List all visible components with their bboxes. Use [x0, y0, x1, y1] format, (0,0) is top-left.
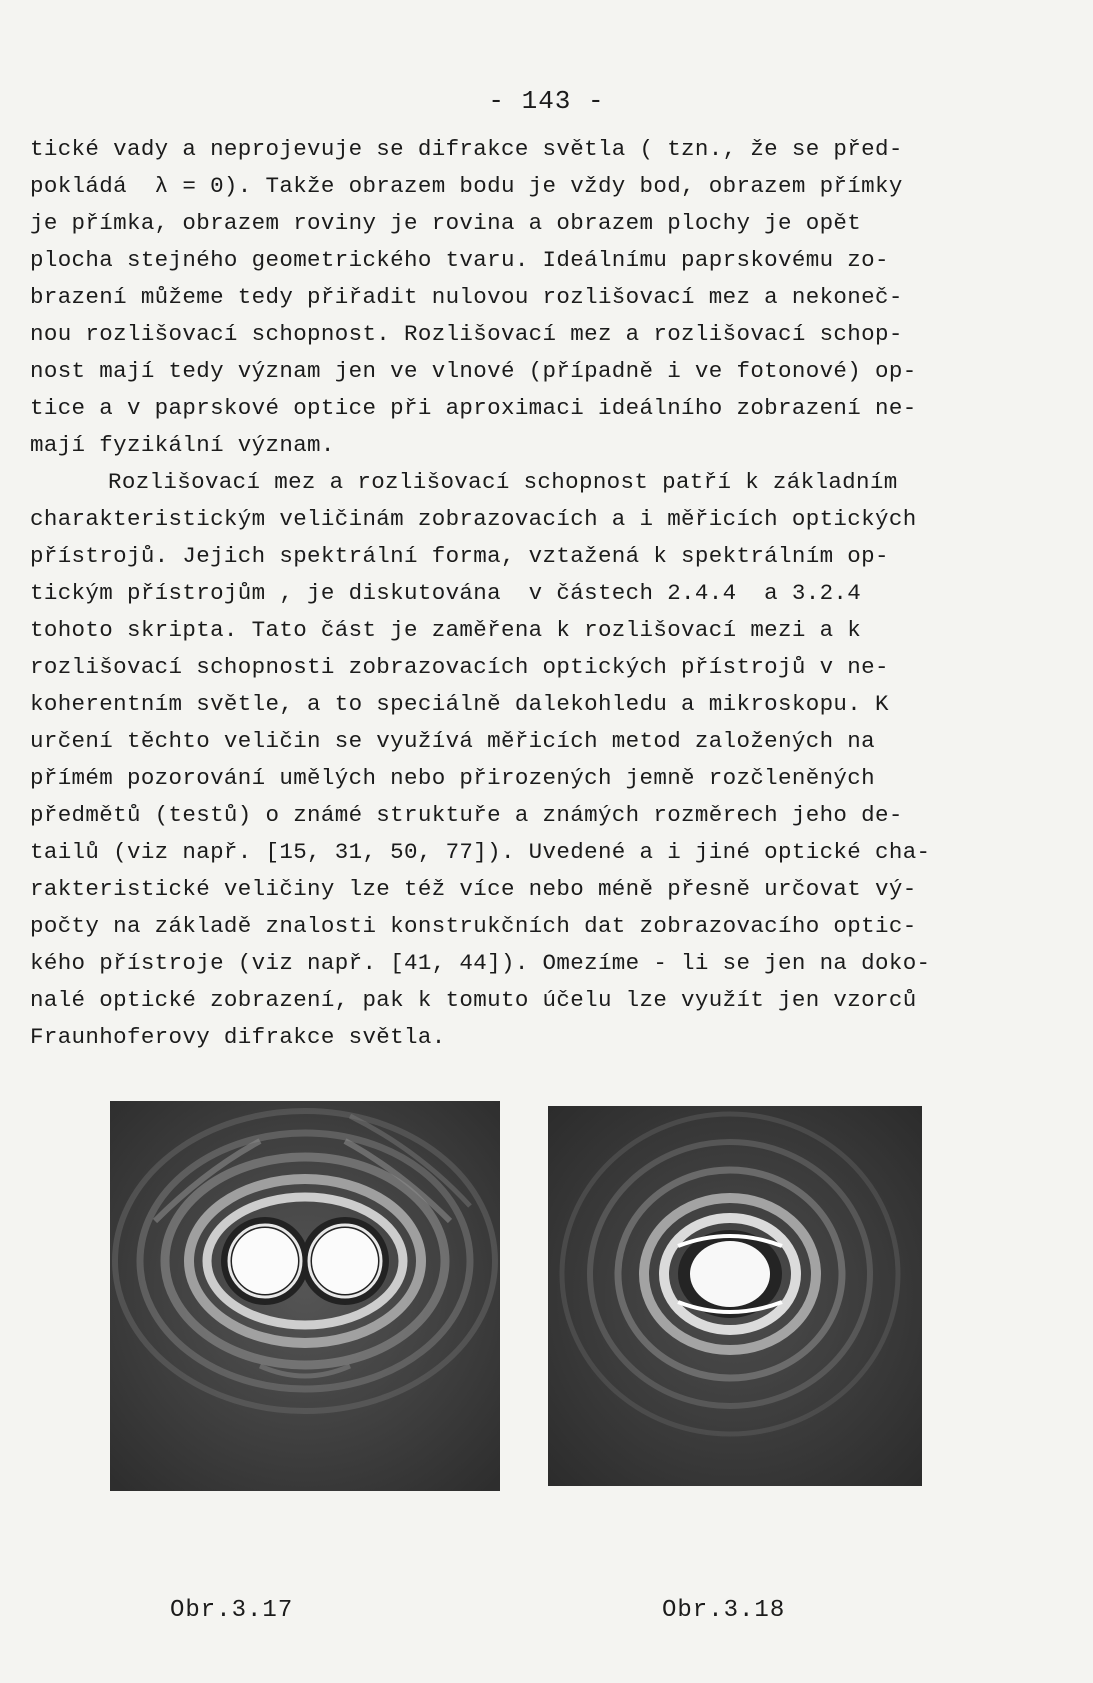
text-line: charakteristickým veličinám zobrazovacích a i měřicích optických [30, 506, 917, 532]
text-line: nalé optické zobrazení, pak k tomuto účelu lze využít jen vzorců [30, 987, 917, 1013]
text-line: tice a v paprskové optice při aproximaci ideálního zobrazení ne- [30, 395, 917, 421]
text-line: pokládá λ = 0). Takže obrazem bodu je vždy bod, obrazem přímky [30, 173, 903, 199]
text-line: tickým přístrojům , je diskutována v částech 2.4.4 a 3.2.4 [30, 580, 862, 606]
text-line: nost mají tedy význam jen ve vlnové (případně i ve fotonové) op- [30, 358, 917, 384]
figure-single-ring-diffraction-photo [548, 1106, 922, 1486]
text-line: předmětů (testů) o známé struktuře a známých rozměrech jeho de- [30, 802, 903, 828]
text-line: koherentním světle, a to speciálně dalekohledu a mikroskopu. K [30, 691, 889, 717]
text-line: nou rozlišovací schopnost. Rozlišovací mez a rozlišovací schop- [30, 321, 903, 347]
text-line: mají fyzikální význam. [30, 432, 335, 458]
text-line: určení těchto veličin se využívá měřicích metod založených na [30, 728, 875, 754]
text-line: tohoto skripta. Tato část je zaměřena k rozlišovací mezi a k [30, 617, 862, 643]
text-line: počty na základě znalosti konstrukčních dat zobrazovacího optic- [30, 913, 917, 939]
text-line: přístrojů. Jejich spektrální forma, vztažená k spektrálním op- [30, 543, 889, 569]
text-line: plocha stejného geometrického tvaru. Ideálnímu paprskovému zo- [30, 247, 889, 273]
text-line: rozlišovací schopnosti zobrazovacích optických přístrojů v ne- [30, 654, 889, 680]
text-line: rakteristické veličiny lze též více nebo méně přesně určovat vý- [30, 876, 917, 902]
two-airy-disks-image [110, 1101, 500, 1491]
figure-two-point-diffraction-photo [110, 1101, 500, 1491]
text-line: Fraunhoferovy difrakce světla. [30, 1024, 446, 1050]
figure-caption-3-18: Obr.3.18 [662, 1597, 786, 1624]
text-line: tailů (viz např. [15, 31, 50, 77]). Uvedené a i jiné optické cha- [30, 839, 931, 865]
single-ring-diffraction-image [548, 1106, 922, 1486]
text-line: tické vady a neprojevuje se difrakce světla ( tzn., že se před- [30, 136, 903, 162]
text-line: je přímka, obrazem roviny je rovina a obrazem plochy je opět [30, 210, 862, 236]
figure-caption-3-17: Obr.3.17 [170, 1597, 294, 1624]
text-line: Rozlišovací mez a rozlišovací schopnost patří k základním [108, 469, 898, 495]
text-line: brazení můžeme tedy přiřadit nulovou rozlišovací mez a nekoneč- [30, 284, 903, 310]
text-line: přímém pozorování umělých nebo přirozených jemně rozčleněných [30, 765, 875, 791]
page-number: - 143 - [488, 86, 605, 116]
body-text [30, 131, 1050, 1056]
text-line: kého přístroje (viz např. [41, 44]). Omezíme - li se jen na doko- [30, 950, 931, 976]
